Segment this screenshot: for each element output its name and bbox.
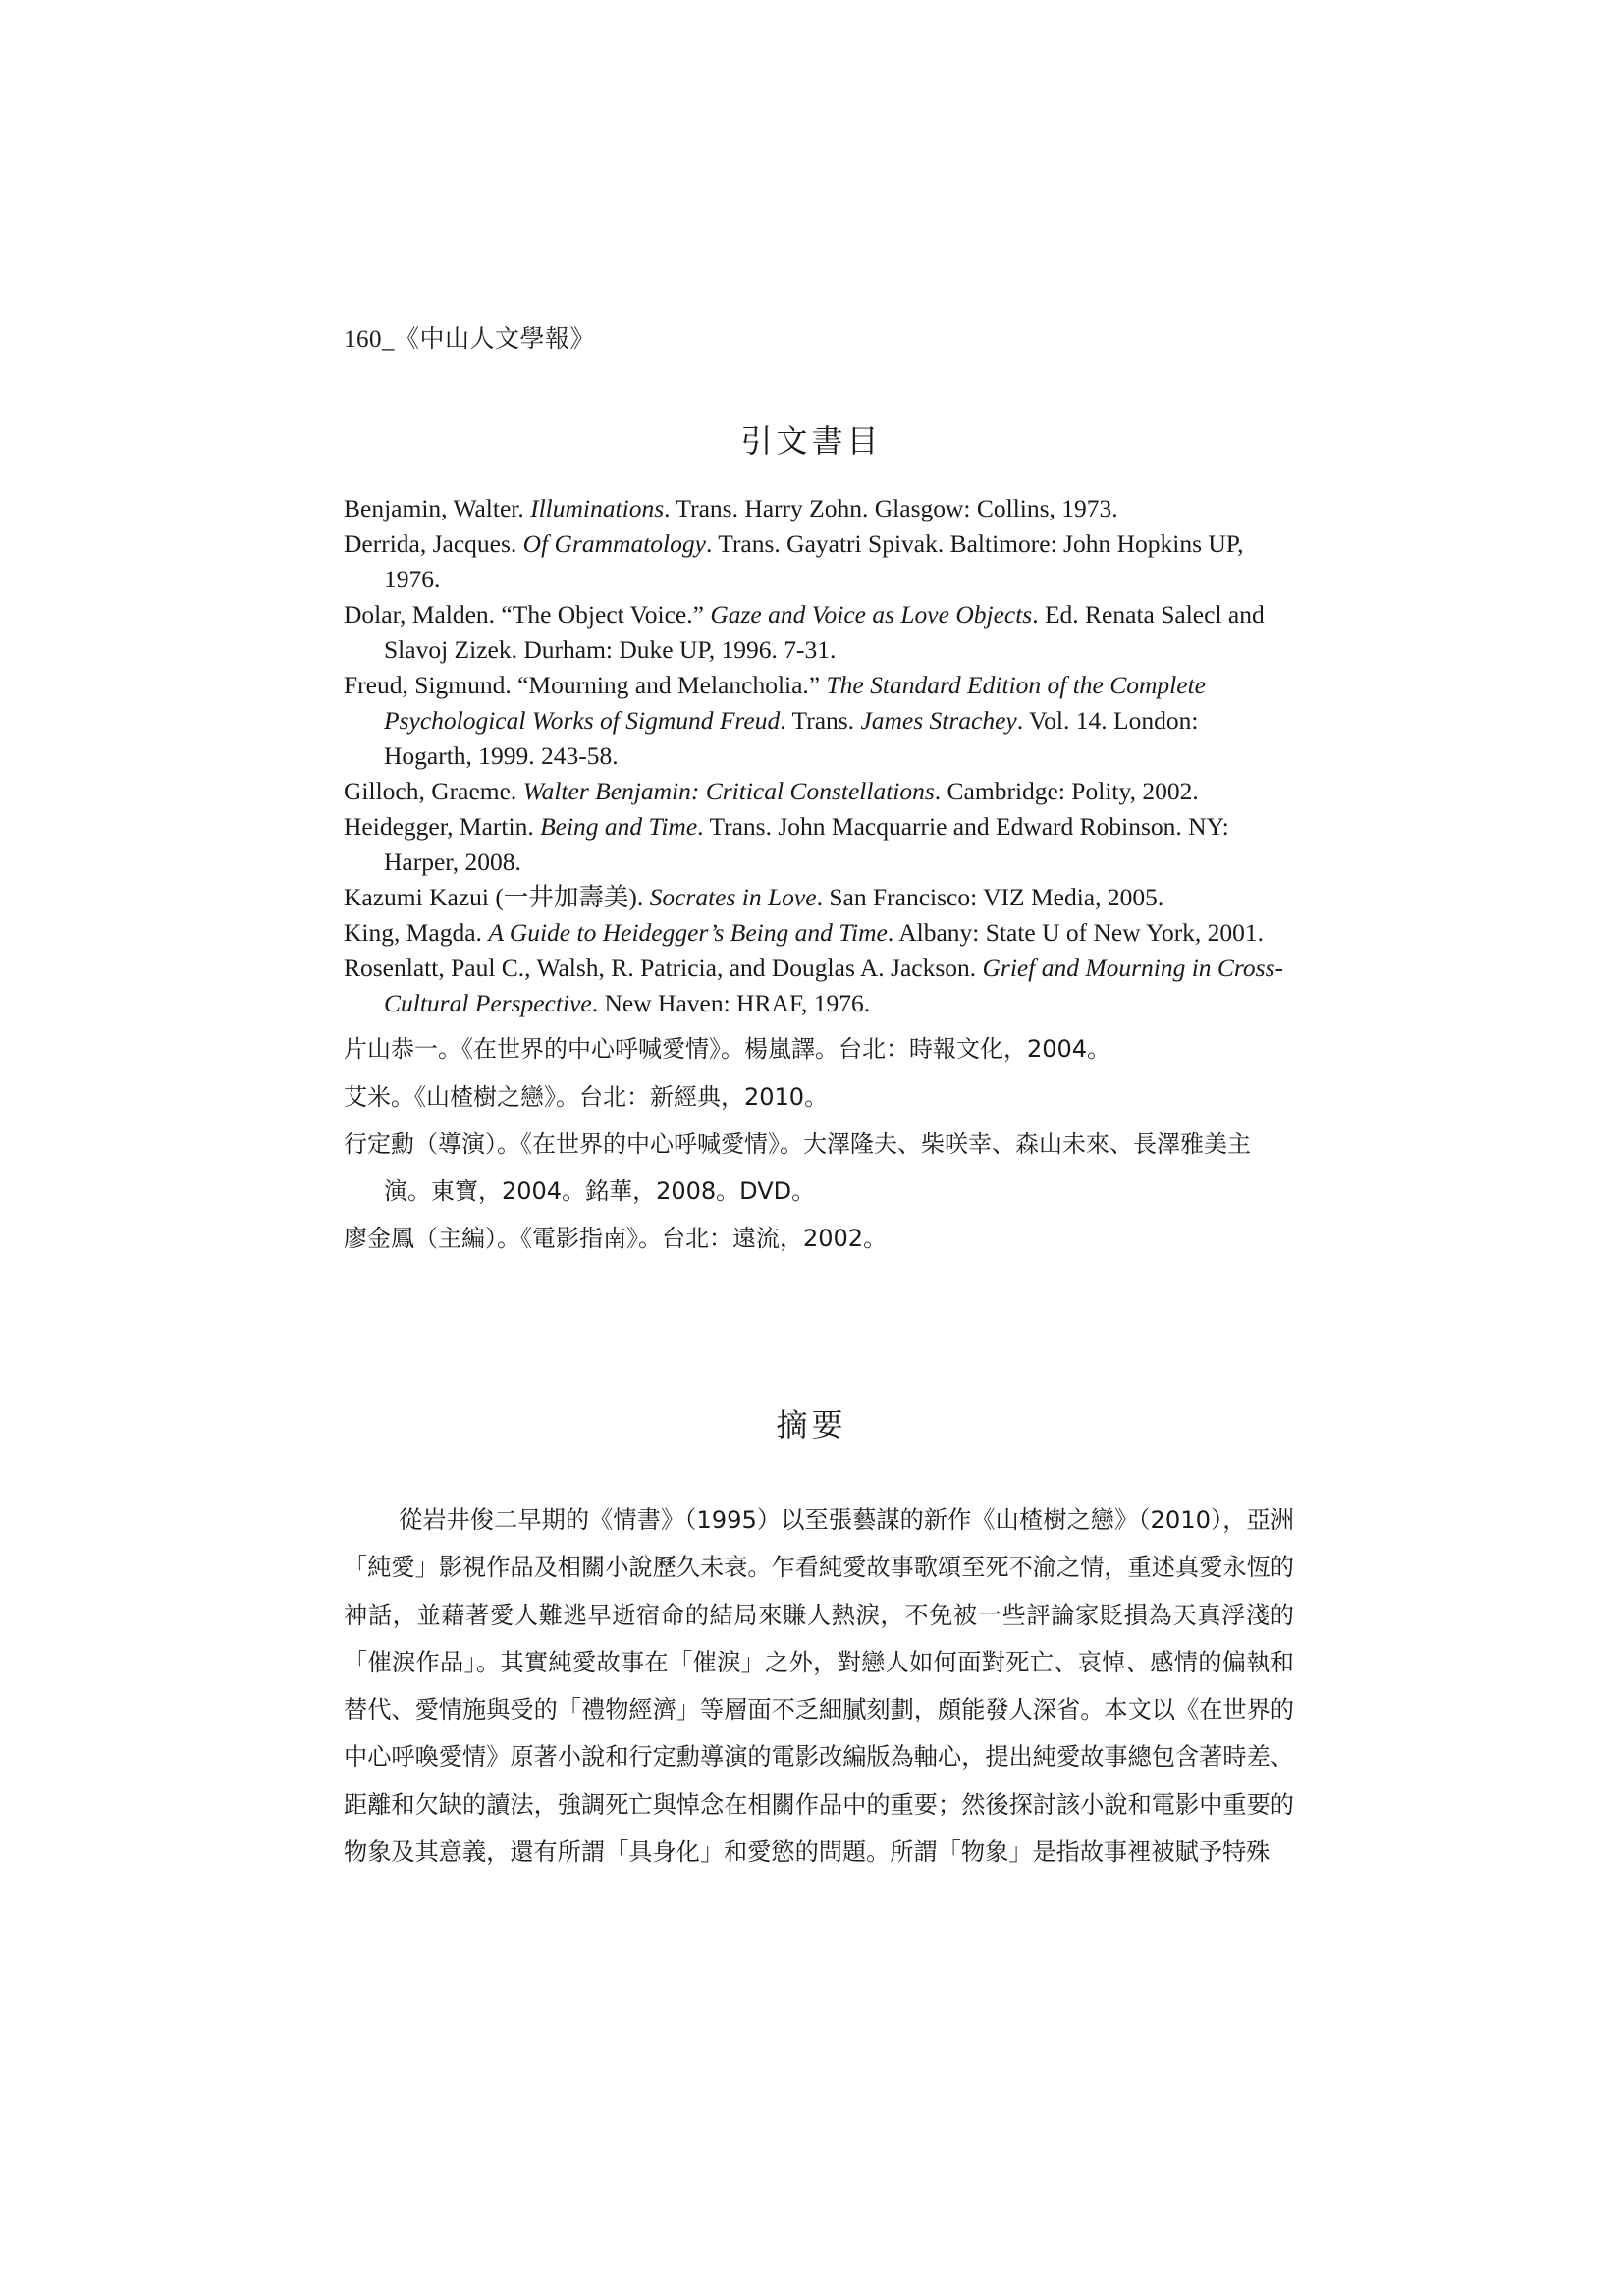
bibliography-entry-text: Heidegger, Martin. xyxy=(344,812,541,841)
bibliography-list xyxy=(344,491,1286,1263)
bibliography-entry-text: . Trans. xyxy=(780,706,861,735)
bibliography-entry-title: Gaze and Voice as Love Objects xyxy=(710,600,1033,629)
bibliography-entry-text: Benjamin, Walter. xyxy=(344,494,531,522)
running-header: 160_《中山人文學報》 xyxy=(344,326,596,353)
bibliography-entry xyxy=(344,1026,1286,1073)
bibliography-entry xyxy=(344,526,1286,597)
bibliography-entry xyxy=(344,1121,1286,1215)
bibliography-entry xyxy=(344,915,1286,951)
bibliography-entry xyxy=(344,774,1286,809)
bibliography-entry-text: Kazumi Kazui (一井加壽美). xyxy=(344,883,650,911)
bibliography-entry-title: Being and Time xyxy=(540,812,698,841)
bibliography-entry-text: King, Magda. xyxy=(344,918,489,947)
abstract-body: 從岩井俊二早期的《情書》（1995）以至張藝謀的新作《山楂樹之戀》（2010），亞洲「純愛」影視作品及相關小說歷久未衰。乍看純愛故事歌頌至死不渝之情，重述真愛永恆的神話，並藉著愛人難逃早逝宿命的結局來賺人熱淚，不免被一些評論家貶損為天真浮淺的「催淚作品」。其實純愛故事在「催淚」之外，對戀人如何面對死亡、哀悼、感情的偏執和替代、愛情施與受的「禮物經濟」等層面不乏細膩刻劃，頗能發人深省。本文以《在世界的中心呼喚愛情》原著小說和行定勳導演的電影改編版為軸心，提出純愛故事總包含著時差、距離和欠缺的讀法，強調死亡與悼念在相關作品中的重要；然後探討該小說和電影中重要的物象及其意義，還有所謂「具身化」和愛慾的問題。所謂「物象」是指故事裡被賦予特殊 xyxy=(344,1506,1294,1867)
bibliography-entry-text: Rosenlatt, Paul C., Walsh, R. Patricia, and Douglas A. Jackson. xyxy=(344,954,983,982)
bibliography-entry-text: 行定勳（導演）。《在世界的中心呼喊愛情》。大澤隆夫、柴咲幸、森山未來、長澤雅美主演。東寶，2004。銘華，2008。DVD。 xyxy=(344,1130,1251,1205)
bibliography-entry-text: . Vol. 14. London: Hogarth, 1999. 243-58. xyxy=(384,706,1199,770)
bibliography-entry xyxy=(344,951,1286,1021)
bibliography-entry-title: Of Grammatology xyxy=(522,529,706,558)
bibliography-entry-text: 廖金鳳（主編）。《電影指南》。台北：遠流，2002。 xyxy=(344,1225,888,1252)
bibliography-entry-text: Derrida, Jacques. xyxy=(344,529,523,558)
abstract-title: 摘要 xyxy=(776,1406,847,1444)
bibliography-entry-title: Grief and Mourning in Cross-Cultural Perspective xyxy=(384,954,1283,1017)
bibliography-entry-text: . Trans. Gayatri Spivak. Baltimore: John Hopkins UP, 1976. xyxy=(384,529,1244,593)
bibliography-entry xyxy=(344,491,1286,526)
bibliography-entry-title: Socrates in Love xyxy=(649,883,817,911)
bibliography-entry-title: Walter Benjamin: Critical Constellations xyxy=(522,777,935,805)
bibliography-entry-text: . New Haven: HRAF, 1976. xyxy=(591,989,871,1017)
bibliography-entry xyxy=(344,1216,1286,1263)
bibliography-entry-text: Freud, Sigmund. “Mourning and Melancholia.” xyxy=(344,671,827,699)
bibliography-title: 引文書目 xyxy=(740,422,883,460)
bibliography-entry xyxy=(344,1074,1286,1121)
bibliography-entry xyxy=(344,597,1286,668)
bibliography-entry-text: Dolar, Malden. “The Object Voice.” xyxy=(344,600,711,629)
bibliography-entry xyxy=(344,809,1286,880)
bibliography-entry-text: . Ed. Renata Salecl and Slavoj Zizek. Durham: Duke UP, 1996. 7-31. xyxy=(384,600,1265,664)
bibliography-entry xyxy=(344,880,1286,915)
bibliography-entry-text: . Albany: State U of New York, 2001. xyxy=(887,918,1265,947)
bibliography-entry-text: . Cambridge: Polity, 2002. xyxy=(934,777,1199,805)
bibliography-entry-title: A Guide to Heidegger’s Being and Time xyxy=(488,918,888,947)
bibliography-entry-text: 艾米。《山楂樹之戀》。台北：新經典，2010。 xyxy=(344,1082,829,1111)
bibliography-entry-text: 片山恭一。《在世界的中心呼喊愛情》。楊嵐譯。台北：時報文化，2004。 xyxy=(344,1035,1111,1063)
bibliography-entry-text: . Trans. Harry Zohn. Glasgow: Collins, 1973. xyxy=(664,494,1118,522)
bibliography-entry xyxy=(344,668,1286,774)
bibliography-entry-title: James Strachey xyxy=(860,706,1017,735)
bibliography-entry-title: Illuminations xyxy=(530,494,665,522)
bibliography-entry-text: Gilloch, Graeme. xyxy=(344,777,523,805)
bibliography-entry-text: . San Francisco: VIZ Media, 2005. xyxy=(816,883,1164,911)
bibliography-entry-title: The Standard Edition of the Complete Psychological Works of Sigmund Freud xyxy=(384,671,1206,735)
bibliography-entry-text: . Trans. John Macquarrie and Edward Robinson. NY: Harper, 2008. xyxy=(384,812,1229,876)
